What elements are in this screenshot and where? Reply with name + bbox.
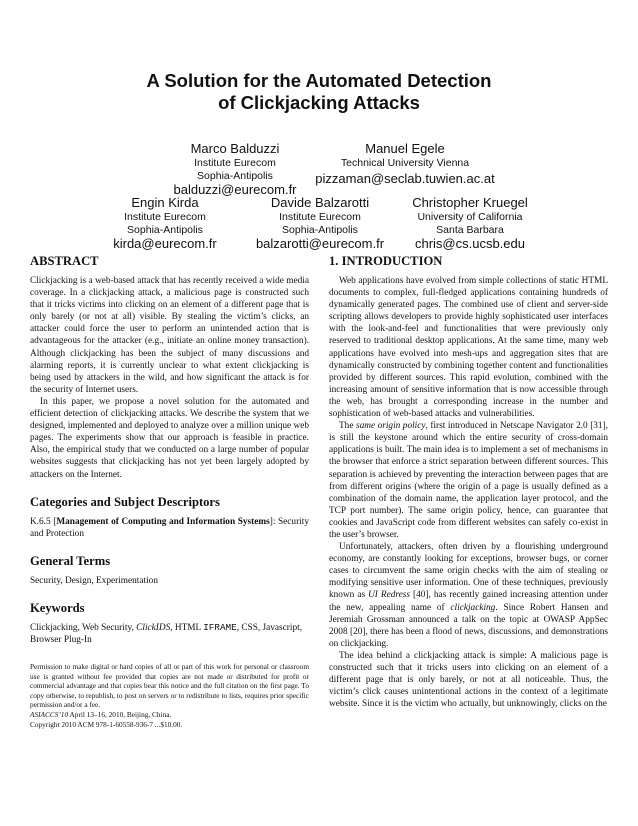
text-italic: same origin policy	[355, 421, 426, 432]
keywords-part: Clickjacking, Web Security,	[30, 622, 137, 633]
venue-name: ASIACCS’10	[30, 709, 69, 719]
title-line-2: of Clickjacking Attacks	[218, 92, 420, 113]
permission-text: Permission to make digital or hard copies of all or part of this work for personal or classroom use is granted without fee provided that copies are not made or distributed for profit or commercial advantage and that copies bear this notice and the full citation on the first page. To copy otherwise, to republish, to post on servers or to redistribute to lists, requires prior specific permission and/or a fee.	[30, 662, 309, 710]
author-name: Christopher Kruegel	[412, 195, 528, 210]
author-affiliation: Institute Eurecom	[279, 211, 361, 223]
author-email: kirda@eurecom.fr	[113, 236, 217, 251]
right-column	[329, 254, 608, 710]
categories-text	[30, 516, 309, 540]
categories-heading: Categories and Subject Descriptors	[30, 494, 220, 509]
author-email: balzarotti@eurecom.fr	[255, 236, 385, 251]
author-affiliation-location: Sophia-Antipolis	[282, 223, 358, 236]
text-run: [40], has recently gained increasing attention under the new, appealing name of	[329, 590, 608, 613]
keywords-part: , CSS, Javascript, Browser Plug-In	[30, 622, 303, 645]
left-column	[30, 254, 309, 646]
venue-details: April 13–16, 2010, Beijing, China.	[68, 709, 172, 719]
abstract-paragraph-2: In this paper, we propose a novel solution for the automated and efficient detection of clickjacking attacks. We describe the system that we designed, implemented and deployed to analyze over a million unique web pages. The experiments show that our approach is feasible in practice. Also, the empirical study that we conducted on a large number of popular websites suggests that clickjacking has not yet been largely adopted by attackers on the Internet.	[30, 396, 309, 480]
abstract-heading: ABSTRACT	[30, 254, 99, 268]
intro-heading: 1. INTRODUCTION	[329, 254, 443, 268]
keywords-text	[30, 622, 309, 646]
author-email: pizzaman@seclab.tuwien.ac.at	[315, 170, 495, 186]
author-email: chris@cs.ucsb.edu	[414, 236, 526, 251]
abstract-paragraph-1: Clickjacking is a web-based attack that has recently received a wide media coverage. In a clickjacking attack, a malicious page is constructed such that it tricks victims into clicking on an element of a different page that is only barely (or not at all) visible. By stealing the victim’s clicks, an attacker could force the user to perform an unintended action that is advantageous for the attacker (e.g., initiate an online money transaction). Although clickjacking has been the subject of many discussions and alarming reports, it is currently unclear to what extent clickjacking is being used by attackers in the wild, and how significant the attack is for the security of Internet users.	[30, 276, 309, 395]
text-italic: UI Redress	[368, 590, 411, 601]
categories-code: K.6.5 [	[30, 516, 57, 527]
keywords-part: , HTML	[170, 622, 204, 633]
author-kruegel	[400, 195, 540, 252]
author-balduzzi	[170, 141, 300, 198]
author-name: Manuel Egele	[365, 141, 445, 156]
author-email: balduzzi@eurecom.fr	[173, 182, 297, 197]
author-name: Marco Balduzzi	[190, 141, 280, 156]
intro-paragraph-4: The idea behind a clickjacking attack is simple: A malicious page is constructed such that it tricks users into clicking on an element of a different page that is only barely, or not at all noticeable. Thus, the victim’s click causes unintentional actions in the context of a legitimate website. Since it is the victim who actually, but unknowingly, clicks on the	[329, 650, 608, 710]
author-affiliation: Institute Eurecom	[194, 157, 276, 169]
author-kirda	[90, 195, 240, 252]
author-name: Davide Balzarotti	[270, 195, 370, 210]
text-run: Unfortunately, attackers, often driven by a flourishing underground economy, are constantly looking for exceptions, browser bugs, or corner cases to circumvent the same origin checks with the aim of stealing or modifying sensitive user information. One of these techniques, previously known as	[329, 542, 608, 601]
copyright-notice	[30, 662, 309, 729]
author-affiliation: Technical University Vienna	[340, 157, 470, 169]
general-terms-heading: General Terms	[30, 553, 111, 568]
text-italic: clickjacking	[450, 602, 496, 613]
categories-bold: Management of Computing and Information Systems	[56, 516, 270, 527]
text-run: . Since Robert Hansen and Jeremiah Grossman announced a talk on the topic at OWASP AppSec 2008 [20], there has been a flood of news, discussions, and demonstrations on clickjacking.	[329, 602, 608, 649]
author-affiliation-location: Sophia-Antipolis	[197, 169, 273, 182]
author-affiliation: University of California	[417, 211, 523, 223]
intro-paragraph-2	[329, 420, 608, 541]
intro-paragraph-3	[329, 541, 608, 650]
general-terms-text: Security, Design, Experimentation	[30, 575, 158, 586]
author-name: Engin Kirda	[131, 195, 199, 210]
keywords-mono: IFRAME	[203, 621, 237, 633]
venue-line	[30, 710, 309, 720]
keywords-heading: Keywords	[30, 600, 85, 615]
title-line-1: A Solution for the Automated Detection	[146, 70, 492, 91]
author-affiliation-location: Sophia-Antipolis	[127, 223, 203, 236]
copyright-line: Copyright 2010 ACM 978-1-60558-936-7 ...$10.00.	[30, 719, 183, 729]
author-affiliation: Institute Eurecom	[124, 211, 206, 223]
author-balzarotti	[240, 195, 400, 252]
intro-paragraph-1: Web applications have evolved from simple collections of static HTML documents to complex, full-fledged applications containing hundreds of dynamically generated pages. The combined use of client and server-side scripting allows developers to provide highly sophisticated user interfaces with the look-and-feel and functionalities that were previously only reserved to traditional desktop applications. At the same time, many web applications have evolved into mesh-ups and aggregation sites that are dynamically constructed by combining together content and functionalities provided by different sources. This rapid evolution, combined with the increasing amount of sensitive information that is now accessible through the web, has brought a corresponding increase in the number and sophistication of web-based attacks and vulnerabilities.	[329, 276, 608, 420]
paper-title	[0, 70, 638, 114]
text-run: The	[339, 421, 356, 432]
text-run: , first introduced in Netscape Navigator 2.0 [31], is still the keystone around which the entire security of cross-domain applications is built. The main idea is to implement a set of mechanisms in the browser that enforce a strict separation between different sources. This separation is achieved by preventing the interaction between pages that are from different origins (where the origin of a page is usually defined as a combination of the domain name, the application layer protocol, and the TCP port number). The same origin policy, hence, can guarantee that cookies and JavaScript code from different websites can safely co-exist in the user’s browser.	[329, 421, 609, 540]
categories-rest: ]: Security and Protection	[30, 516, 309, 539]
keywords-italic: ClickIDS	[136, 622, 171, 633]
author-affiliation-location: Santa Barbara	[436, 223, 504, 236]
author-egele	[310, 141, 500, 187]
